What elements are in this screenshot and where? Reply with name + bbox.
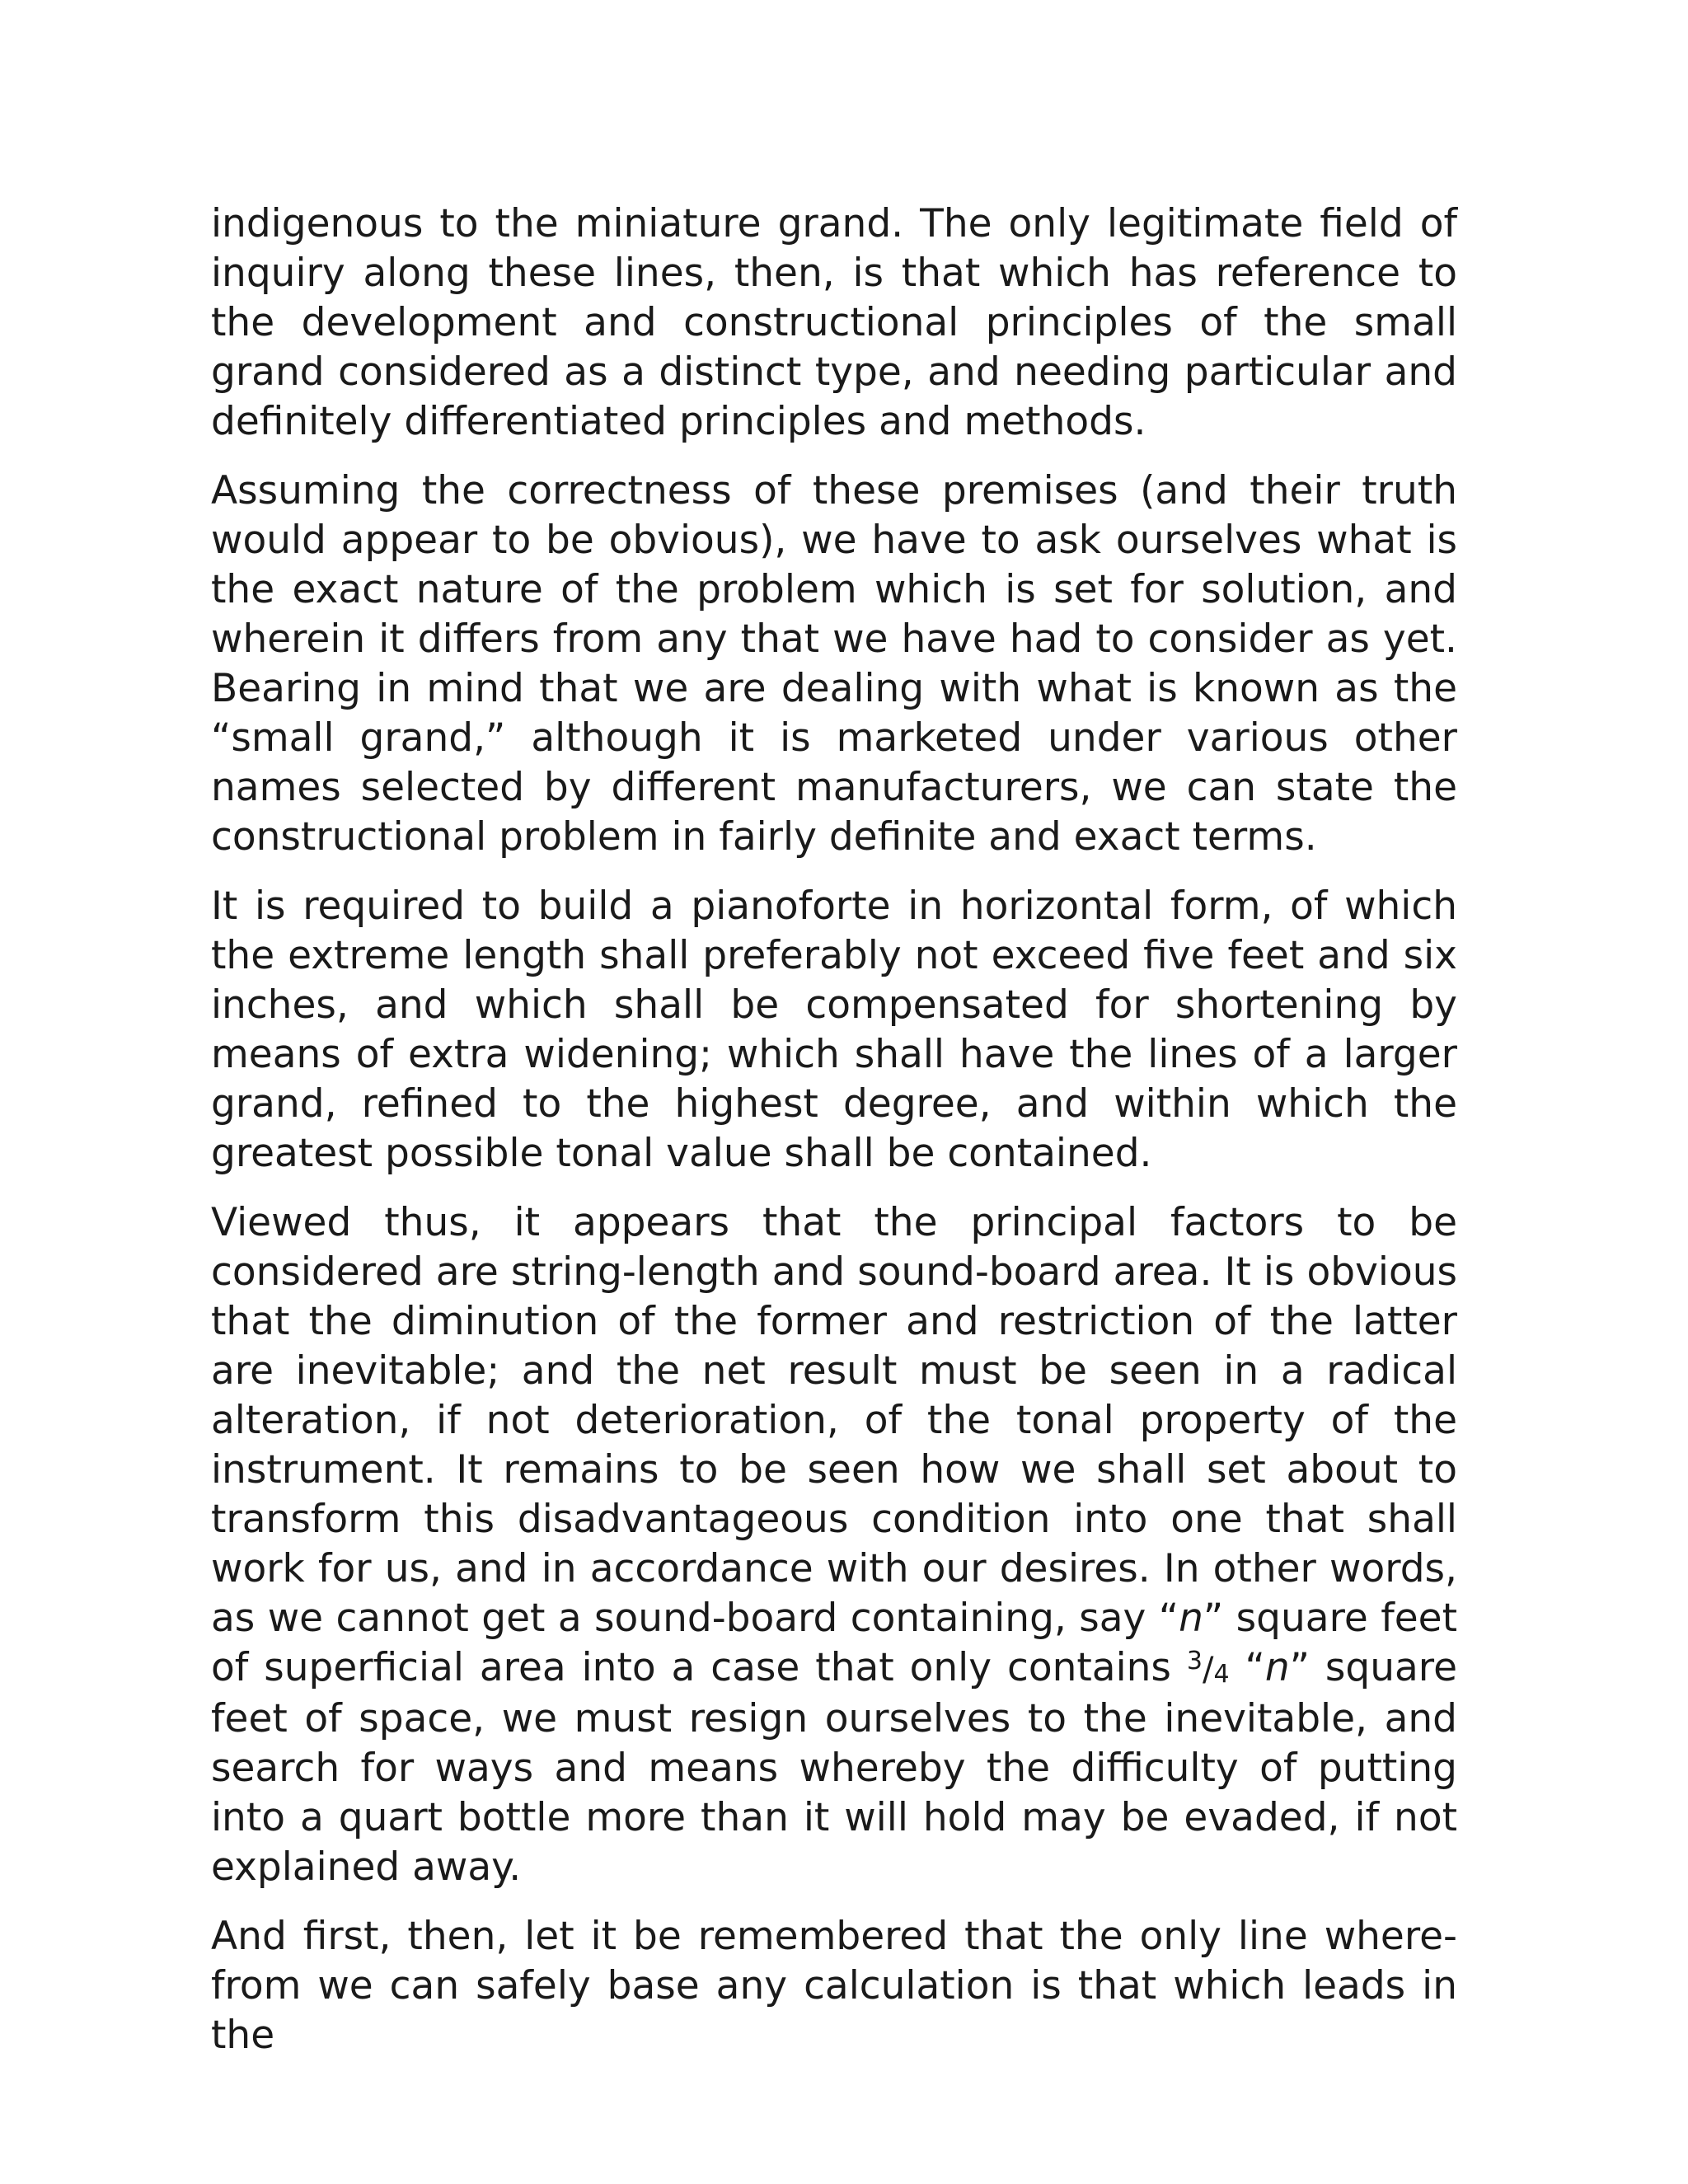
variable-n: n (1264, 1645, 1290, 1690)
paragraph-4-text-d: ” square feet of space, we must resign ourselves to the inevitable, and search for ways and means whereby the difficulty of putting into a quart bottle more than it will hold may be evaded, if not explained away. (211, 1645, 1458, 1890)
paragraph-1: indigenous to the miniature grand. The only legitimate field of inquiry along these lines, then, is that which has reference to the development and constructional principles of the small grand considered as a distinct type, and needing particular and definitely differentiated principles and methods. (211, 201, 1457, 444)
fraction-slash: / (1202, 1651, 1214, 1689)
paragraph-4 (211, 1198, 1457, 1892)
variable-n: n (1179, 1596, 1203, 1641)
paragraph-3: It is required to build a pianoforte in horizontal form, of which the extreme length shall preferably not exceed five feet and six inches, and which shall be compensated for shortening by means of extra widening; which shall have the lines of a larger grand, refined to the highest degree, and within which the greatest possible tonal value shall be contained. (211, 883, 1457, 1176)
paragraph-4-text-c: “ (1229, 1645, 1265, 1690)
body-text (211, 199, 1457, 2060)
paragraph-4-text-b: ” square feet of superficial area into a case that only contains (211, 1596, 1457, 1690)
fraction-denominator: 4 (1213, 1660, 1230, 1689)
paragraph-4-text-a: Viewed thus, it appears that the principal factors to be considered are string-length and sound-board area. It is obvious that the diminution of the former and restriction of the latter are inevitable; and the net result must be seen in a radical alteration, if not deterioration, of the tonal property of the instrument. It remains to be seen how we shall set about to transform this disadvantageous condition into one that shall work for us, and in accordance with our desires. In other words, as we cannot get a sound-board containing, say “ (211, 1200, 1457, 1641)
paragraph-2: Assuming the correctness of these premises (and their truth would appear to be obvious), we have to ask ourselves what is the exact nature of the problem which is set for solution, and wherein it differs from any that we have had to consider as yet. Bearing in mind that we are dealing with what is known as the “small grand,” although it is marketed under various other names selected by different manufacturers, we can state the constructional problem in fairly definite and exact terms. (211, 468, 1457, 860)
paragraph-5: And first, then, let it be remembered that the only line where-from we can safely base any calculation is that which leads in the (211, 1914, 1457, 2058)
fraction-numerator: 3 (1186, 1647, 1203, 1675)
